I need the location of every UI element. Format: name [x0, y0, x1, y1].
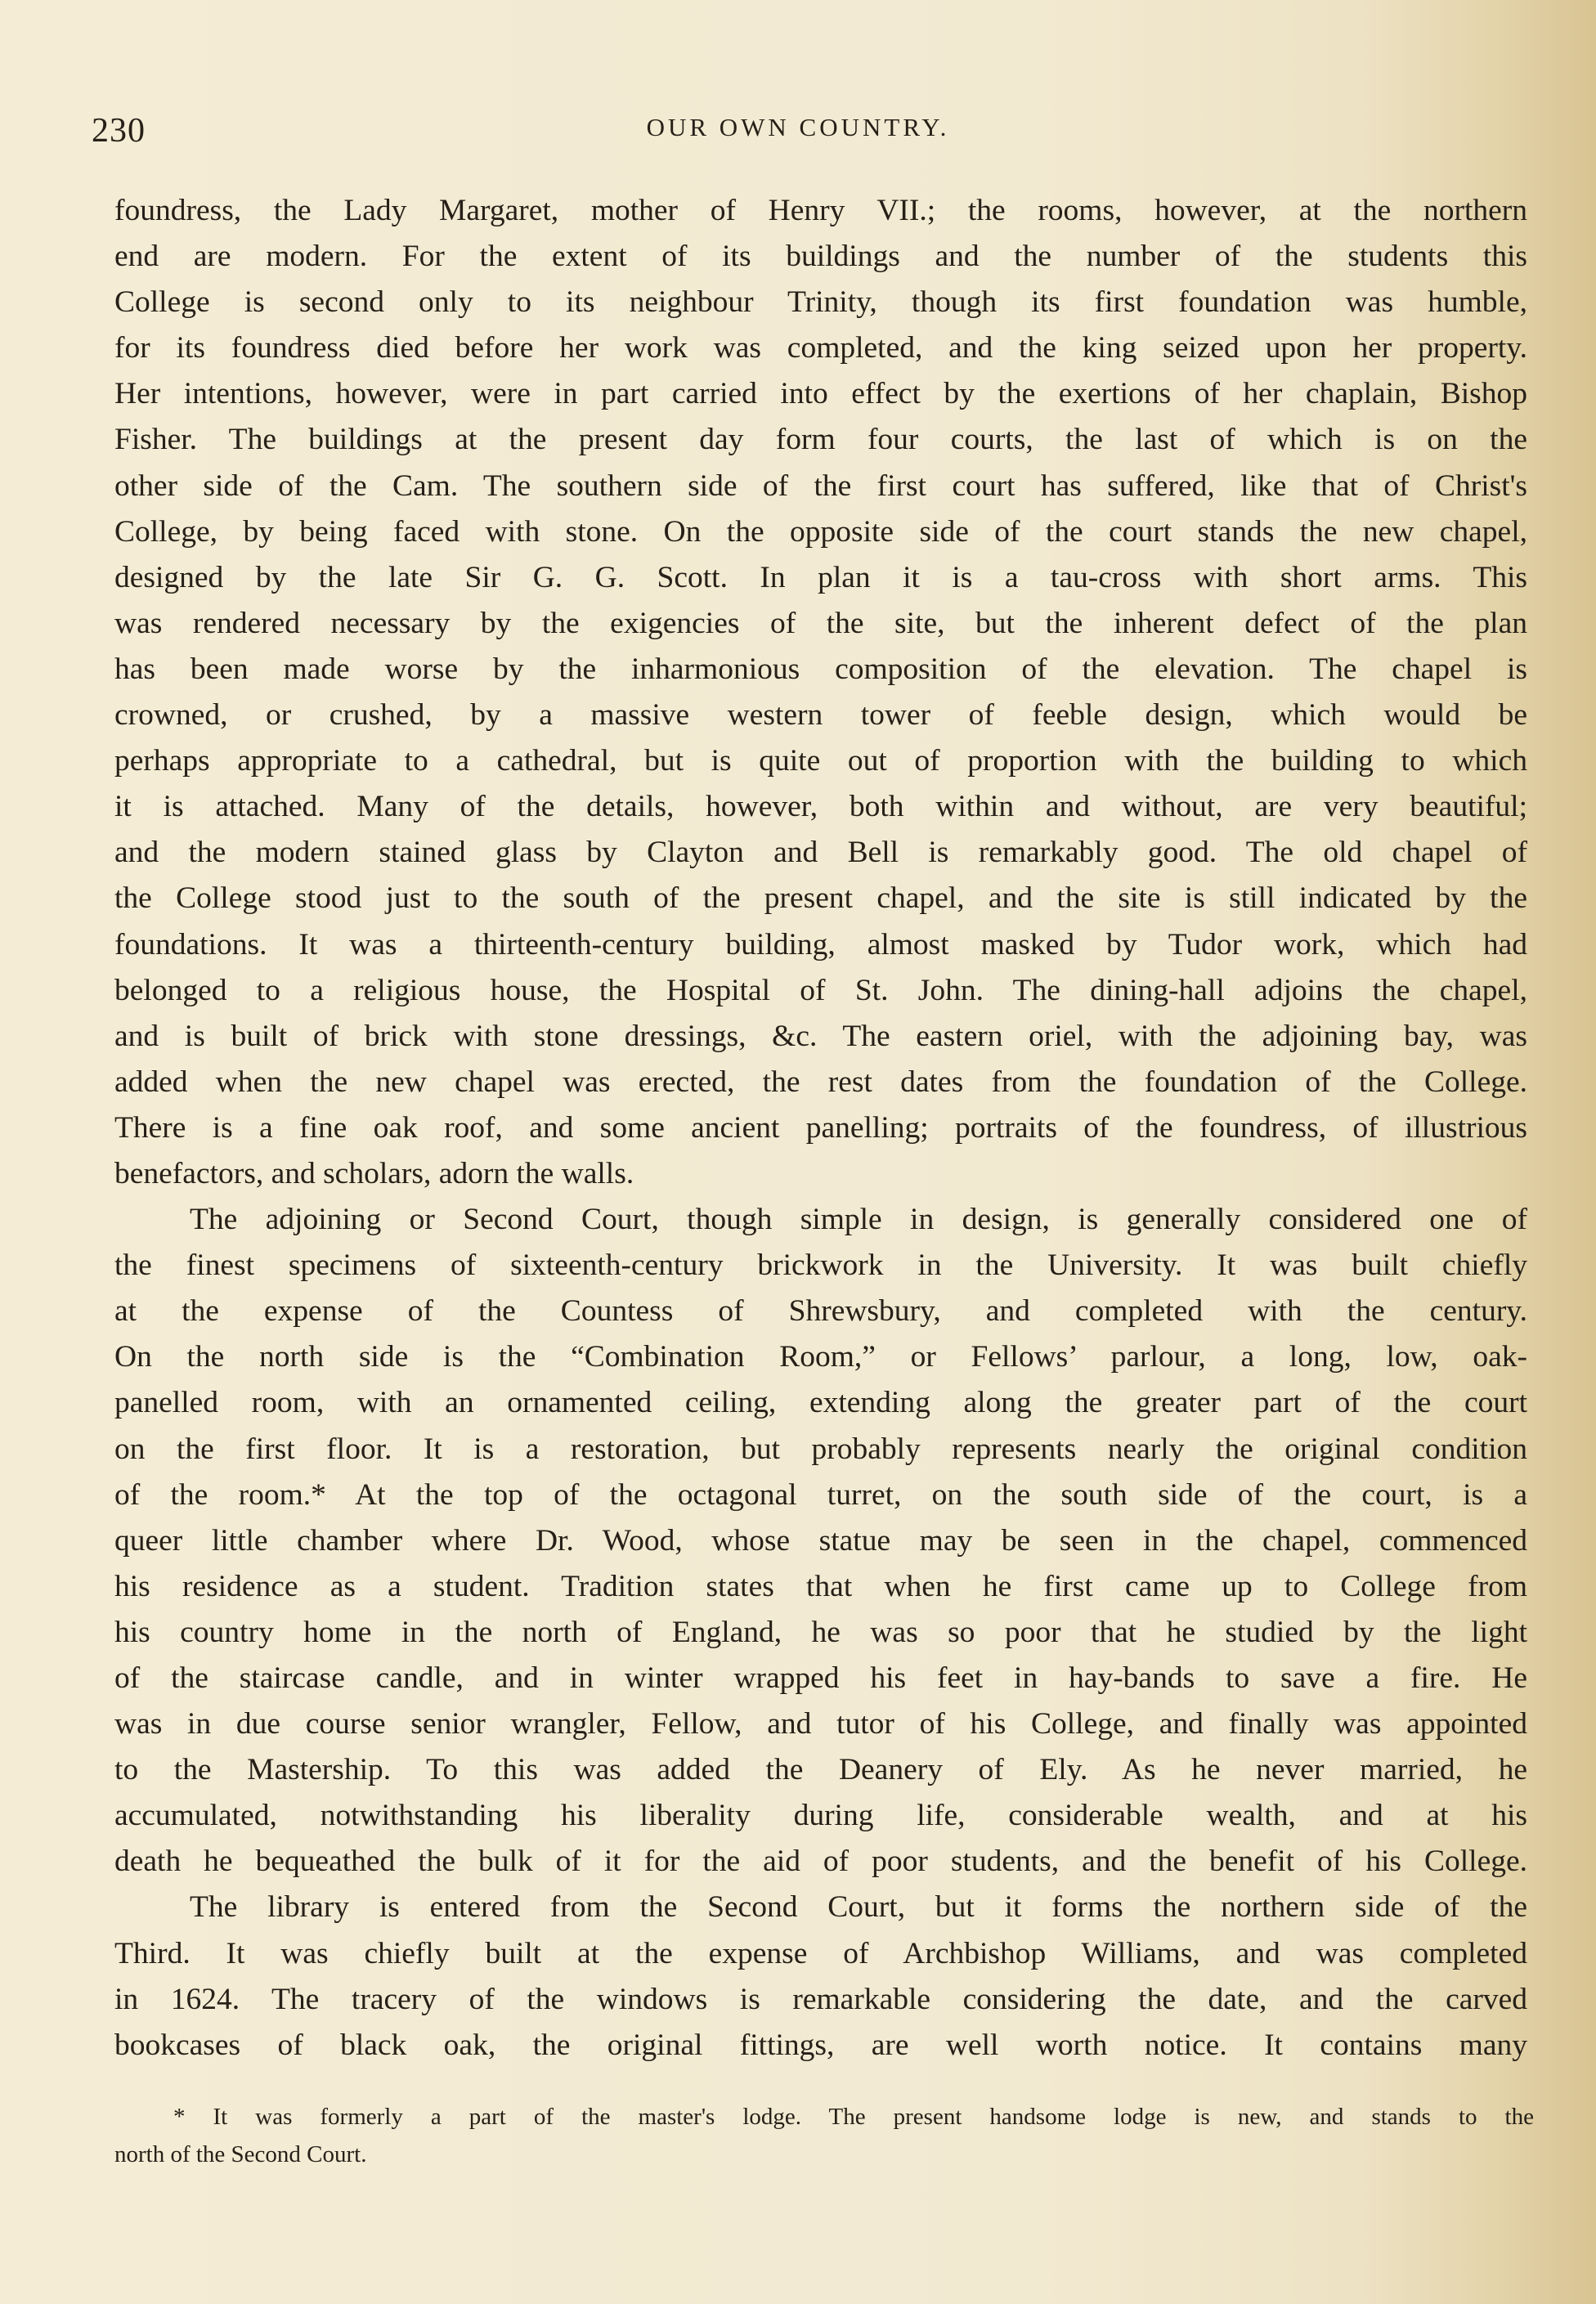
body-line: his residence as a student. Tradition states that when he first came up to College from	[114, 1569, 1527, 1603]
body-line: other side of the Cam. The southern side of the first court has suffered, like that of Christ's	[114, 468, 1527, 503]
body-line: perhaps appropriate to a cathedral, but is quite out of proportion with the building to which	[114, 744, 1527, 778]
paragraph-start-line: The adjoining or Second Court, though simple in design, is generally considered one of	[190, 1203, 1527, 1237]
footnote	[114, 2098, 1534, 2173]
body-line: foundress, the Lady Margaret, mother of Henry VII.; the rooms, however, at the northern	[114, 194, 1527, 227]
body-line: queer little chamber where Dr. Wood, whose statue may be seen in the chapel, commenced	[114, 1523, 1527, 1558]
page-number: 230	[92, 112, 146, 150]
body-line: belonged to a religious house, the Hospital of St. John. The dining-hall adjoins the chapel,	[114, 973, 1527, 1007]
footnote-line: * It was formerly a part of the master's lodge. The present handsome lodge is new, and stands to the	[173, 2104, 1534, 2130]
running-head: OUR OWN COUNTRY.	[646, 113, 950, 141]
body-line: College is second only to its neighbour Trinity, though its first foundation was humble,	[114, 285, 1527, 320]
body-line: crowned, or crushed, by a massive western tower of feeble design, which would be	[114, 698, 1527, 733]
body-line: On the north side is the “Combination Room,” or Fellows’ parlour, a long, low, oak-	[114, 1340, 1527, 1374]
body-line: panelled room, with an ornamented ceiling, extending along the greater part of the court	[114, 1386, 1527, 1420]
body-line: added when the new chapel was erected, the rest dates from the foundation of the College.	[114, 1065, 1527, 1099]
body-line: of the staircase candle, and in winter wrapped his feet in hay-bands to save a fire. He	[114, 1661, 1527, 1695]
body-line: it is attached. Many of the details, however, both within and without, are very beautiful;	[114, 790, 1527, 824]
body-line: Fisher. The buildings at the present day form four courts, the last of which is on the	[114, 423, 1527, 457]
paragraph-start-line: The library is entered from the Second Court, but it forms the northern side of the	[190, 1890, 1527, 1925]
body-line: for its foundress died before her work was completed, and the king seized upon her property.	[114, 331, 1527, 365]
body-line: end are modern. For the extent of its buildings and the number of the students this	[114, 240, 1527, 274]
body-line: bookcases of black oak, the original fittings, are well worth notice. It contains many	[114, 2028, 1527, 2062]
body-line: the College stood just to the south of the present chapel, and the site is still indicated by the	[114, 881, 1527, 916]
body-line: Her intentions, however, were in part carried into effect by the exertions of her chaplain, Bishop	[114, 377, 1527, 411]
body-line: at the expense of the Countess of Shrewsbury, and completed with the century.	[114, 1294, 1527, 1329]
body-line: accumulated, notwithstanding his liberality during life, considerable wealth, and at his	[114, 1799, 1527, 1833]
body-line: There is a fine oak roof, and some ancient panelling; portraits of the foundress, of illustrious	[114, 1110, 1527, 1145]
body-line: and is built of brick with stone dressings, &c. The eastern oriel, with the adjoining bay, was	[114, 1019, 1527, 1053]
body-line: was rendered necessary by the exigencies of the site, but the inherent defect of the plan	[114, 606, 1527, 640]
body-line: designed by the late Sir G. G. Scott. In plan it is a tau-cross with short arms. This	[114, 560, 1527, 594]
body-line: in 1624. The tracery of the windows is remarkable considering the date, and the carved	[114, 1982, 1527, 2016]
footnote-line: north of the Second Court.	[114, 2141, 367, 2167]
body-line: has been made worse by the inharmonious composition of the elevation. The chapel is	[114, 652, 1527, 686]
body-line: of the room.* At the top of the octagonal turret, on the south side of the court, is a	[114, 1477, 1527, 1512]
body-line: College, by being faced with stone. On the opposite side of the court stands the new chapel,	[114, 514, 1527, 549]
paragraph-end-line: benefactors, and scholars, adorn the walls.	[114, 1156, 634, 1190]
body-line: to the Mastership. To this was added the Deanery of Ely. As he never married, he	[114, 1753, 1527, 1787]
body-line: foundations. It was a thirteenth-century building, almost masked by Tudor work, which had	[114, 927, 1527, 961]
body-line: on the first floor. It is a restoration, but probably represents nearly the original condition	[114, 1432, 1527, 1466]
body-line: the finest specimens of sixteenth-century brickwork in the University. It was built chiefly	[114, 1248, 1527, 1283]
body-line: death he bequeathed the bulk of it for the aid of poor students, and the benefit of his College.	[114, 1845, 1527, 1879]
body-text	[114, 188, 1527, 2069]
body-line: his country home in the north of England, he was so poor that he studied by the light	[114, 1615, 1527, 1649]
body-line: Third. It was chiefly built at the expense of Archbishop Williams, and was completed	[114, 1936, 1527, 1970]
body-line: and the modern stained glass by Clayton and Bell is remarkably good. The old chapel of	[114, 836, 1527, 870]
body-line: was in due course senior wrangler, Fellow, and tutor of his College, and finally was appointed	[114, 1707, 1527, 1741]
